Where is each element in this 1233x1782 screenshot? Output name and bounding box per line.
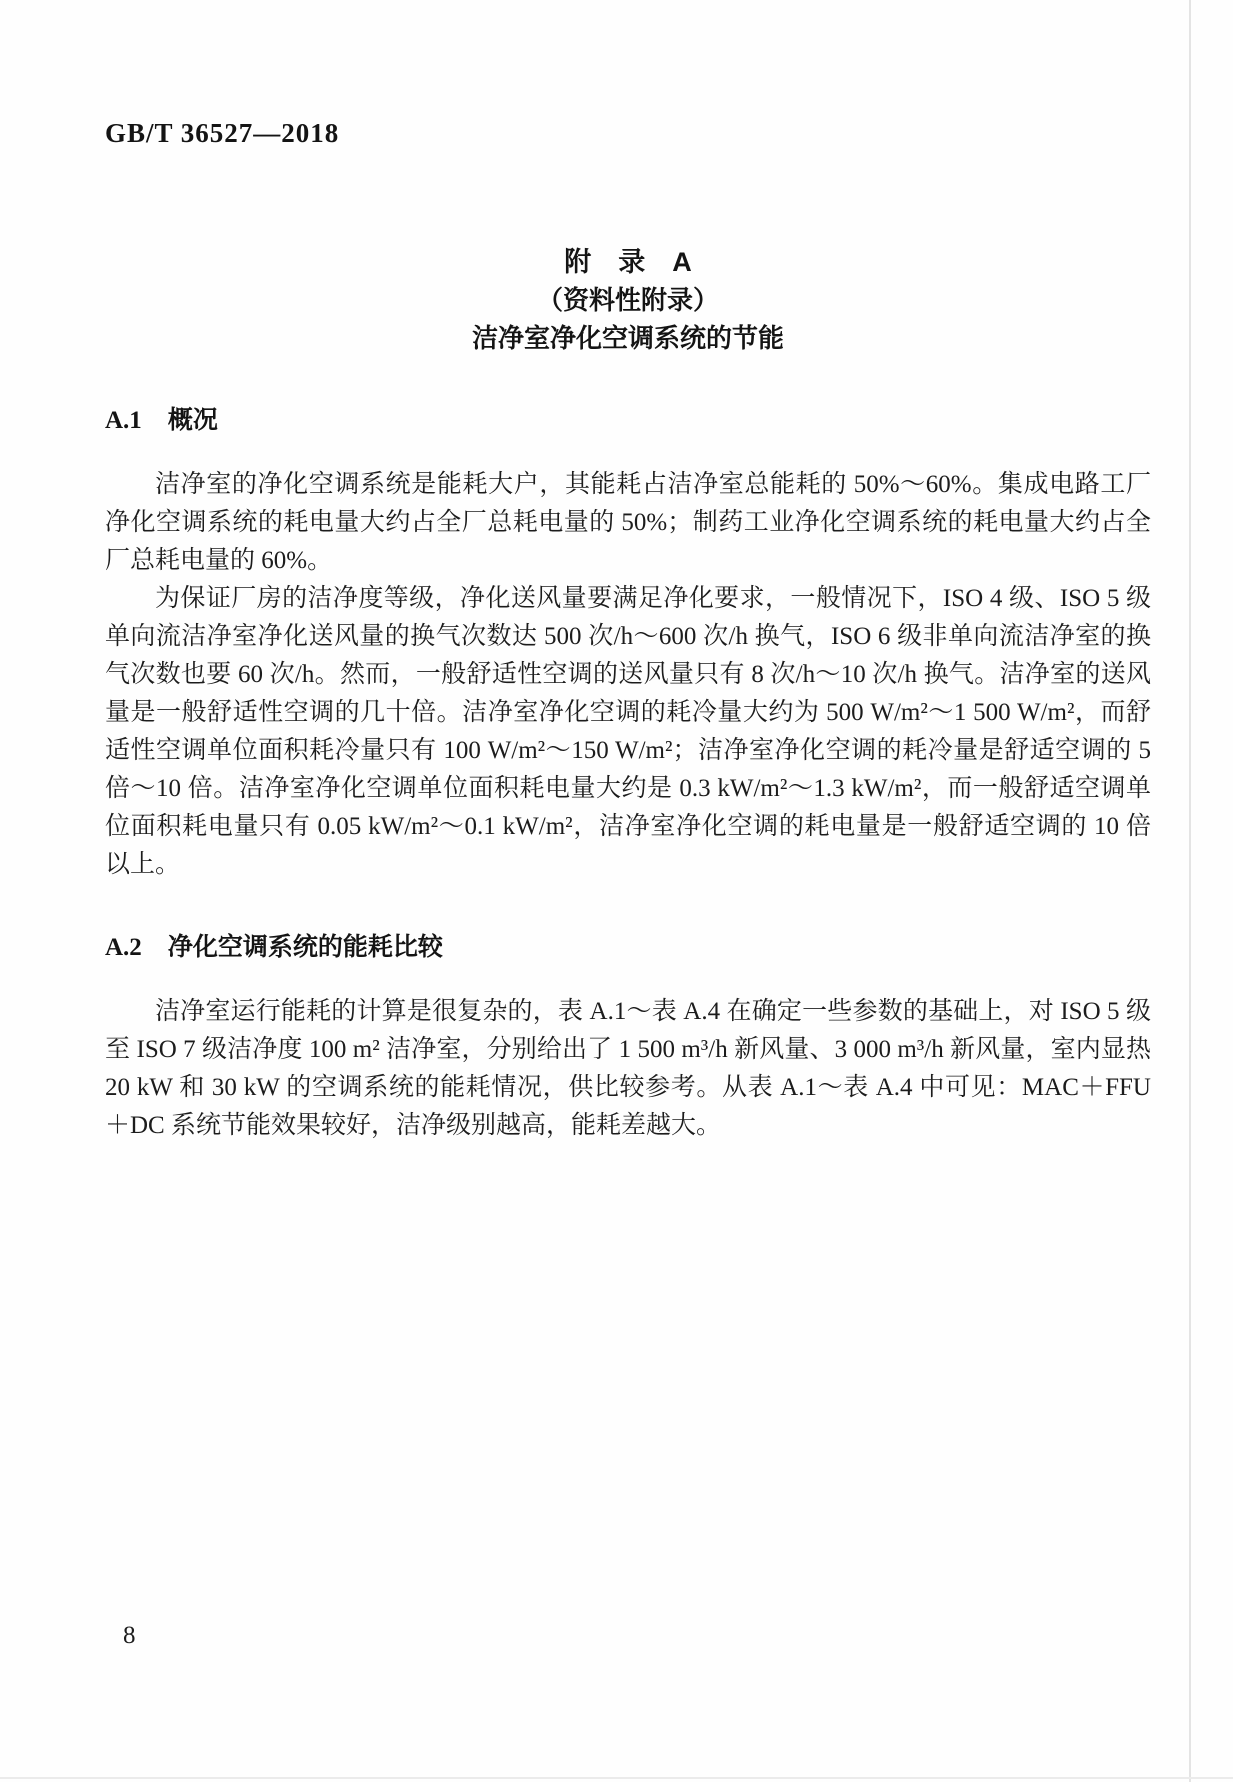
page-number: 8 — [123, 1622, 136, 1649]
section-heading-a1 — [105, 403, 1151, 438]
appendix-title-block — [105, 243, 1151, 357]
appendix-title-line3: 洁净室净化空调系统的节能 — [471, 323, 784, 353]
appendix-title-line2: （资料性附录） — [536, 285, 719, 315]
section-number-a1: A.1 — [105, 407, 142, 434]
scan-edge-bottom — [0, 1777, 1233, 1779]
appendix-title-line1: 附 录 A — [564, 247, 692, 277]
section-number-a2: A.2 — [105, 934, 142, 961]
paragraph-a2-1: 洁净室运行能耗的计算是很复杂的，表 A.1～表 A.4 在确定一些参数的基础上，对 ISO 5 级至 ISO 7 级洁净度 100 m² 洁净室，分别给出了 1 500 m³/h 新风量、3 000 m³/h 新风量，室内显热 20 kW 和 30 kW 的空调系统的能耗情况，供比较参考。从表 A.1～表 A.4 中可见：MAC＋FFU＋DC 系统节能效果较好，洁净级别越高，能耗差越大。 — [105, 998, 1151, 1139]
paragraph-a1-2: 为保证厂房的洁净度等级，净化送风量要满足净化要求，一般情况下，ISO 4 级、ISO 5 级单向流洁净室净化送风量的换气次数达 500 次/h～600 次/h 换气，ISO 6 级非单向流洁净室的换气次数也要 60 次/h。然而，一般舒适性空调的送风量只有 8 次/h～10 次/h 换气。洁净室的送风量是一般舒适性空调的几十倍。洁净室净化空调的耗冷量大约为 500 W/m²～1 500 W/m²，而舒适性空调单位面积耗冷量只有 100 W/m²～150 W/m²；洁净室净化空调的耗冷量是舒适空调的 5 倍～10 倍。洁净室净化空调单位面积耗电量大约是 0.3 kW/m²～1.3 kW/m²，而一般舒适空调单位面积耗电量只有 0.05 kW/m²～0.1 kW/m²，洁净室净化空调的耗电量是一般舒适空调的 10 倍以上。 — [105, 585, 1151, 878]
page-content — [105, 0, 1151, 1145]
paragraph-a1-1: 洁净室的净化空调系统是能耗大户，其能耗占洁净室总能耗的 50%～60%。集成电路工厂净化空调系统的耗电量大约占全厂总耗电量的 50%；制药工业净化空调系统的耗电量大约占全厂总耗电量的 60%。 — [105, 471, 1151, 574]
scan-edge-right — [1189, 0, 1191, 1782]
section-title-a1: 概况 — [167, 406, 218, 434]
section-title-a2: 净化空调系统的能耗比较 — [167, 933, 443, 961]
standard-code: GB/T 36527—2018 — [105, 118, 340, 148]
section-heading-a2 — [105, 930, 1151, 965]
